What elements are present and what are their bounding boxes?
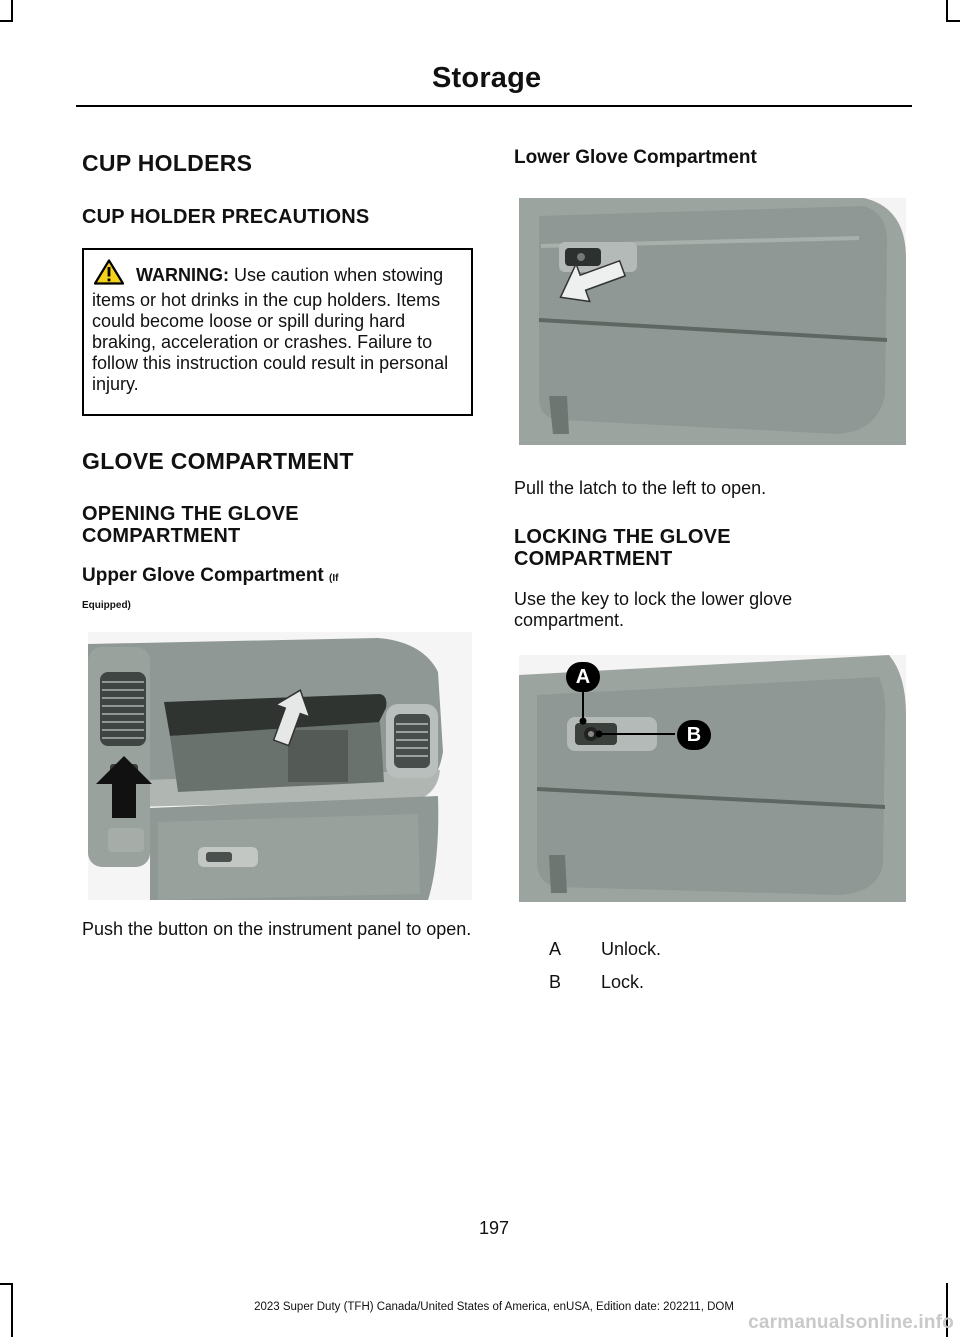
heading-upper-text: Upper Glove Compartment xyxy=(82,565,324,586)
heading-upper-suffix: (If xyxy=(329,573,339,584)
warning-text: Use caution when stowing items or hot drinks in the cup holders. Items could become loose or spill during hard braking, acceleration or crashes. Failure to follow this instruction could result in personal injury. xyxy=(92,265,449,394)
heading-upper-glove-compartment xyxy=(82,565,339,587)
crop-mark-top-left xyxy=(11,0,13,22)
crop-mark-bottom-left xyxy=(0,1283,13,1285)
crop-mark-top-right xyxy=(946,0,948,22)
warning-label: WARNING: xyxy=(136,265,229,285)
legend-text-a: Unlock. xyxy=(601,939,662,959)
legend-letter-a: A xyxy=(549,939,562,959)
edition-footer: 2023 Super Duty (TFH) Canada/United States of America, enUSA, Edition date: 202211, DOM xyxy=(254,1301,734,1313)
heading-opening-glove-compartment: OPENING THE GLOVE COMPARTMENT xyxy=(82,503,299,547)
watermark: carmanualsonline.info xyxy=(748,1312,954,1333)
warning-triangle-icon xyxy=(94,259,124,290)
lower-glove-compartment-figure xyxy=(519,198,906,445)
callout-a: A xyxy=(566,662,600,692)
lower-caption: Pull the latch to the left to open. xyxy=(514,478,767,498)
callout-b: B xyxy=(677,720,711,750)
legend-text-b: Lock. xyxy=(601,972,645,992)
legend-letter-b: B xyxy=(549,972,562,992)
upper-caption: Push the button on the instrument panel to open. xyxy=(82,919,472,939)
heading-locking-glove-compartment: LOCKING THE GLOVE COMPARTMENT xyxy=(514,526,731,570)
heading-cup-holders: CUP HOLDERS xyxy=(82,150,253,176)
crop-mark-top-right xyxy=(946,20,960,22)
upper-glove-compartment-figure xyxy=(88,632,472,900)
page-number: 197 xyxy=(478,1218,510,1238)
heading-lower-glove-compartment: Lower Glove Compartment xyxy=(514,147,757,168)
header-rule xyxy=(76,105,912,107)
heading-glove-compartment: GLOVE COMPARTMENT xyxy=(82,448,354,474)
locking-text: Use the key to lock the lower glove compartment. xyxy=(514,589,793,630)
page-title: Storage xyxy=(432,62,542,94)
warning-box xyxy=(82,248,473,416)
heading-cup-holder-precautions: CUP HOLDER PRECAUTIONS xyxy=(82,206,370,228)
heading-upper-suffix-2: Equipped) xyxy=(82,600,131,611)
crop-mark-top-left xyxy=(0,20,13,22)
lock-figure xyxy=(519,655,906,902)
